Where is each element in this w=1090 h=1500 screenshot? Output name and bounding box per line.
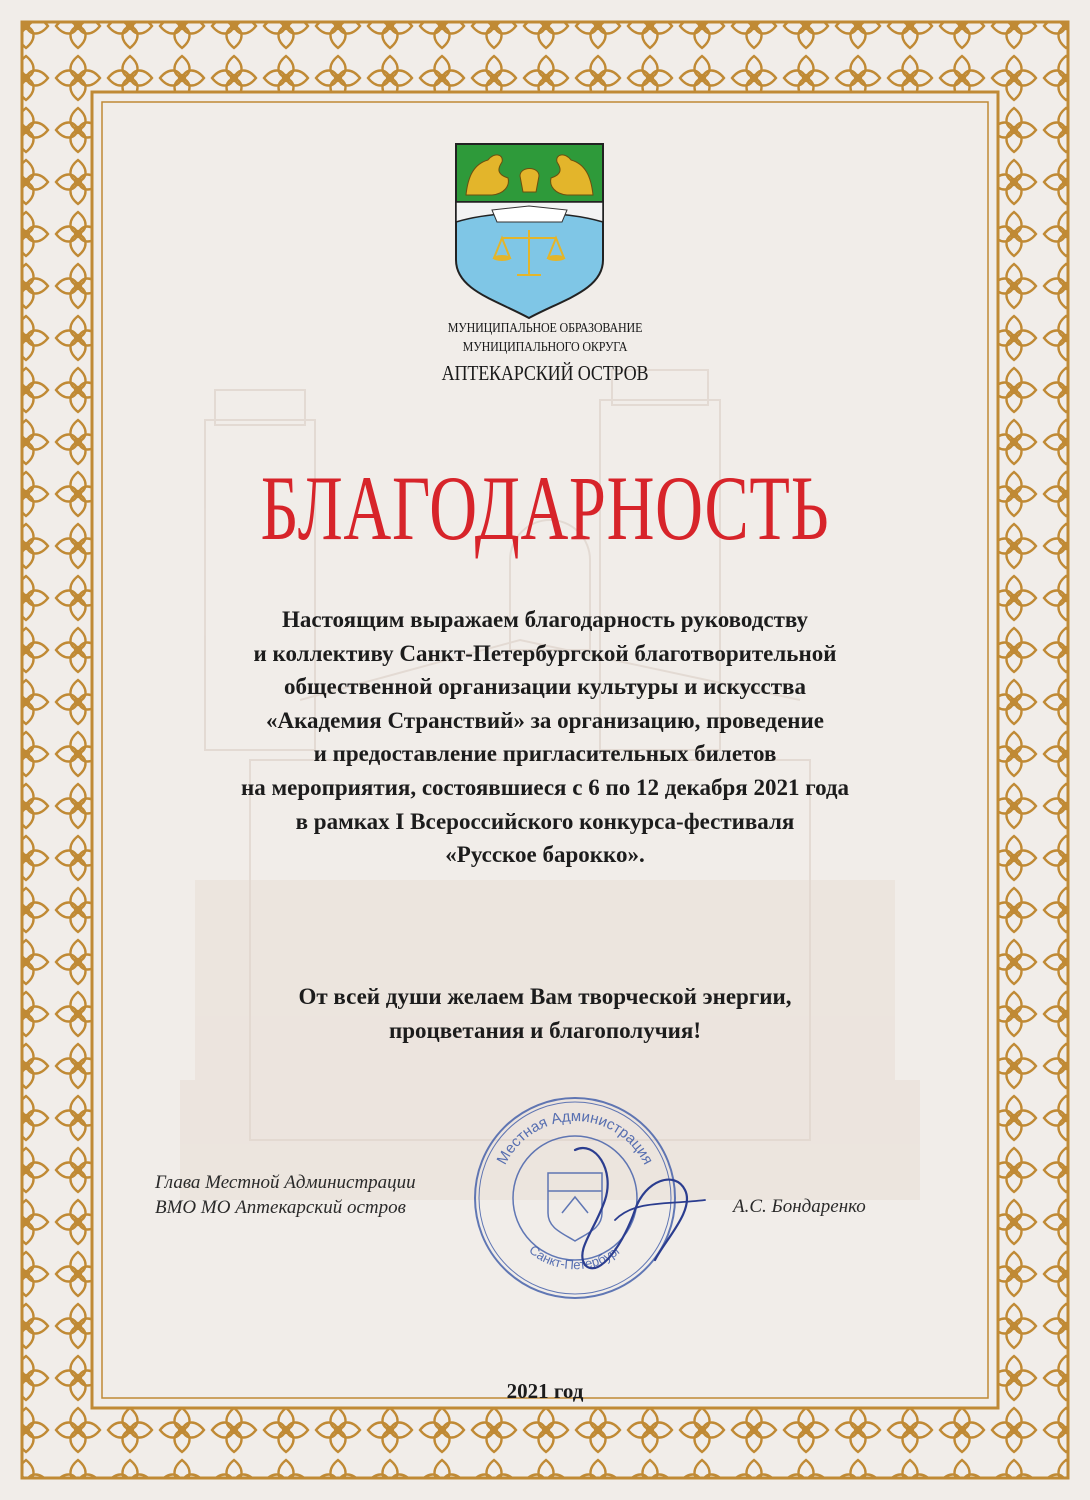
wishes-text [0,980,1090,1047]
body-line: «Академия Странствий» за организацию, проведение [266,707,824,733]
org-line-1: МУНИЦИПАЛЬНОЕ ОБРАЗОВАНИЕ [447,321,643,336]
signer-position-line-2: ВМО МО Аптекарский остров [155,1197,406,1218]
wish-line: От всей души желаем Вам творческой энергии, [298,984,792,1009]
body-line: общественной организации культуры и искусства [284,674,806,700]
body-line: «Русское барокко». [445,842,645,868]
body-line: и предоставление пригласительных билетов [313,741,777,767]
document-year: 2021 год [506,1379,584,1403]
body-line: и коллективу Санкт-Петербургской благотворительной [253,640,837,666]
org-line-3: АПТЕКАРСКИЙ ОСТРОВ [441,361,649,385]
document-title: БЛАГОДАРНОСТЬ [260,457,830,559]
org-line-2: МУНИЦИПАЛЬНОГО ОКРУГА [462,340,628,355]
body-line: на мероприятия, состоявшиеся с 6 по 12 декабря 2021 года [240,774,850,800]
body-line: Настоящим выражаем благодарность руководству [281,607,809,632]
stamp-top-text: Местная Администрация [493,1107,657,1168]
signer-name: А.С. Бондаренко [733,1196,866,1217]
body-line: в рамках I Всероссийского конкурса-фестиваля [295,808,795,834]
gratitude-text [0,603,1090,872]
signer-position-line-1: Глава Местной Администрации [155,1172,416,1193]
handwritten-signature [555,1130,715,1280]
stamp-bottom-text: Санкт-Петербург [526,1242,624,1273]
wish-line: процветания и благополучия! [388,1017,702,1043]
coat-of-arms-icon [452,140,607,322]
